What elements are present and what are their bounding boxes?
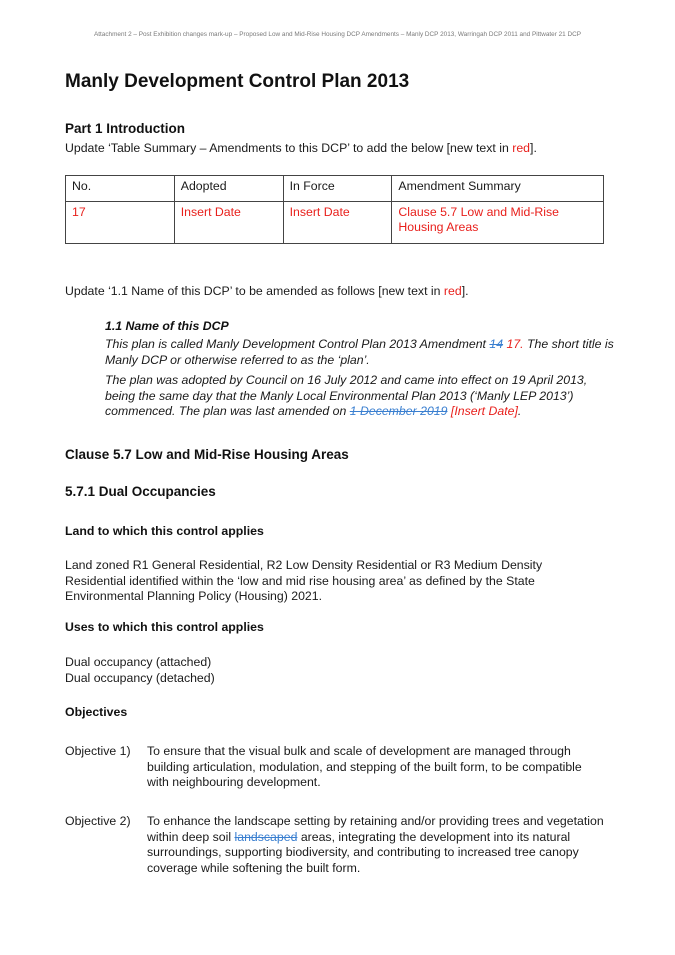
amendments-summary-table — [65, 175, 604, 244]
cell-in-force: Insert Date — [283, 202, 392, 244]
instruction-text: Update ‘1.1 Name of this DCP’ to be amended as follows [new text in — [65, 284, 444, 298]
header-in-force: In Force — [283, 176, 392, 202]
table-update-instruction — [65, 141, 537, 157]
list-item: Dual occupancy (attached) — [65, 655, 212, 669]
deleted-text: 14 — [489, 337, 504, 351]
instruction-text-end: ]. — [530, 141, 537, 155]
paragraph-text-end: The short title is Manly DCP or otherwise referred to as the ‘plan’. — [105, 337, 614, 367]
table-header-row — [66, 176, 604, 202]
header-amendment-summary: Amendment Summary — [392, 176, 604, 202]
clause-heading: Clause 5.7 Low and Mid-Rise Housing Areas — [65, 447, 349, 462]
table-row — [66, 202, 604, 244]
name-of-dcp-heading: 1.1 Name of this DCP — [105, 319, 229, 333]
land-text: Land zoned R1 General Residential, R2 Low Density Residential or R3 Medium Density Residential identified within the ‘low and mid rise housing area’ as defined by the State Environmental Planning Policy (Housing) 2021. — [65, 558, 543, 603]
objective-2-label: Objective 2) — [65, 814, 131, 828]
instruction-text-end: ]. — [461, 284, 469, 298]
paragraph-text: This plan is called Manly Development Control Plan 2013 Amendment — [105, 337, 490, 351]
inserted-text: [Insert Date] — [450, 404, 518, 418]
header-adopted: Adopted — [174, 176, 283, 202]
name-paragraph-1 — [105, 337, 620, 368]
paragraph-text-end: areas, integrating the development into its natural surroundings, supporting biodiversity, and contributing to increased tree canopy coverage while softening the built form. — [147, 829, 579, 875]
uses-list — [65, 655, 215, 686]
name-update-instruction — [65, 284, 469, 300]
document-title: Manly Development Control Plan 2013 — [65, 71, 410, 92]
paragraph-text: To enhance the landscape setting by retaining and/or providing trees and vegetation within deep soil — [147, 814, 604, 844]
deleted-text: 1 December 2019 — [349, 404, 448, 418]
cell-adopted: Insert Date — [174, 202, 283, 244]
objective-1-label: Objective 1) — [65, 744, 131, 758]
objective-2-text — [147, 814, 613, 876]
paragraph-text: The plan was adopted by Council on 16 July 2012 and came into effect on 19 April 2013, being the same day that the Manly Local Environmental Plan 2013 (‘Manly LEP 2013’) commenced. The plan was last amended on — [105, 373, 588, 418]
dual-occupancies-heading: 5.7.1 Dual Occupancies — [65, 484, 216, 499]
paragraph-text-end: . — [517, 404, 522, 418]
land-heading: Land to which this control applies — [65, 524, 264, 538]
red-marker-text: red — [512, 141, 531, 155]
objectives-heading: Objectives — [65, 705, 128, 719]
instruction-text: Update ‘Table Summary – Amendments to this DCP’ to add the below [new text in — [65, 141, 513, 155]
inserted-text: 17. — [506, 337, 524, 351]
cell-amendment-summary: Clause 5.7 Low and Mid-Rise Housing Areas — [392, 202, 604, 244]
red-marker-text: red — [443, 284, 462, 298]
name-paragraph-2 — [105, 373, 620, 420]
objective-1-text: To ensure that the visual bulk and scale of development are managed through building articulation, modulation, and stepping of the built form, to be compatible with neighbouring development. — [147, 744, 582, 789]
list-item: Dual occupancy (detached) — [65, 670, 215, 685]
deleted-text: landscaped — [234, 829, 298, 844]
cell-no: 17 — [66, 202, 175, 244]
uses-heading: Uses to which this control applies — [65, 620, 264, 634]
page-header-note: Attachment 2 – Post Exhibition changes mark-up – Proposed Low and Mid-Rise Housing DCP Amendments – Manly DCP 2013, Warringah DCP 2011 and Pittwater 21 DCP — [93, 31, 581, 38]
header-no: No. — [66, 176, 175, 202]
part1-heading: Part 1 Introduction — [65, 121, 186, 136]
